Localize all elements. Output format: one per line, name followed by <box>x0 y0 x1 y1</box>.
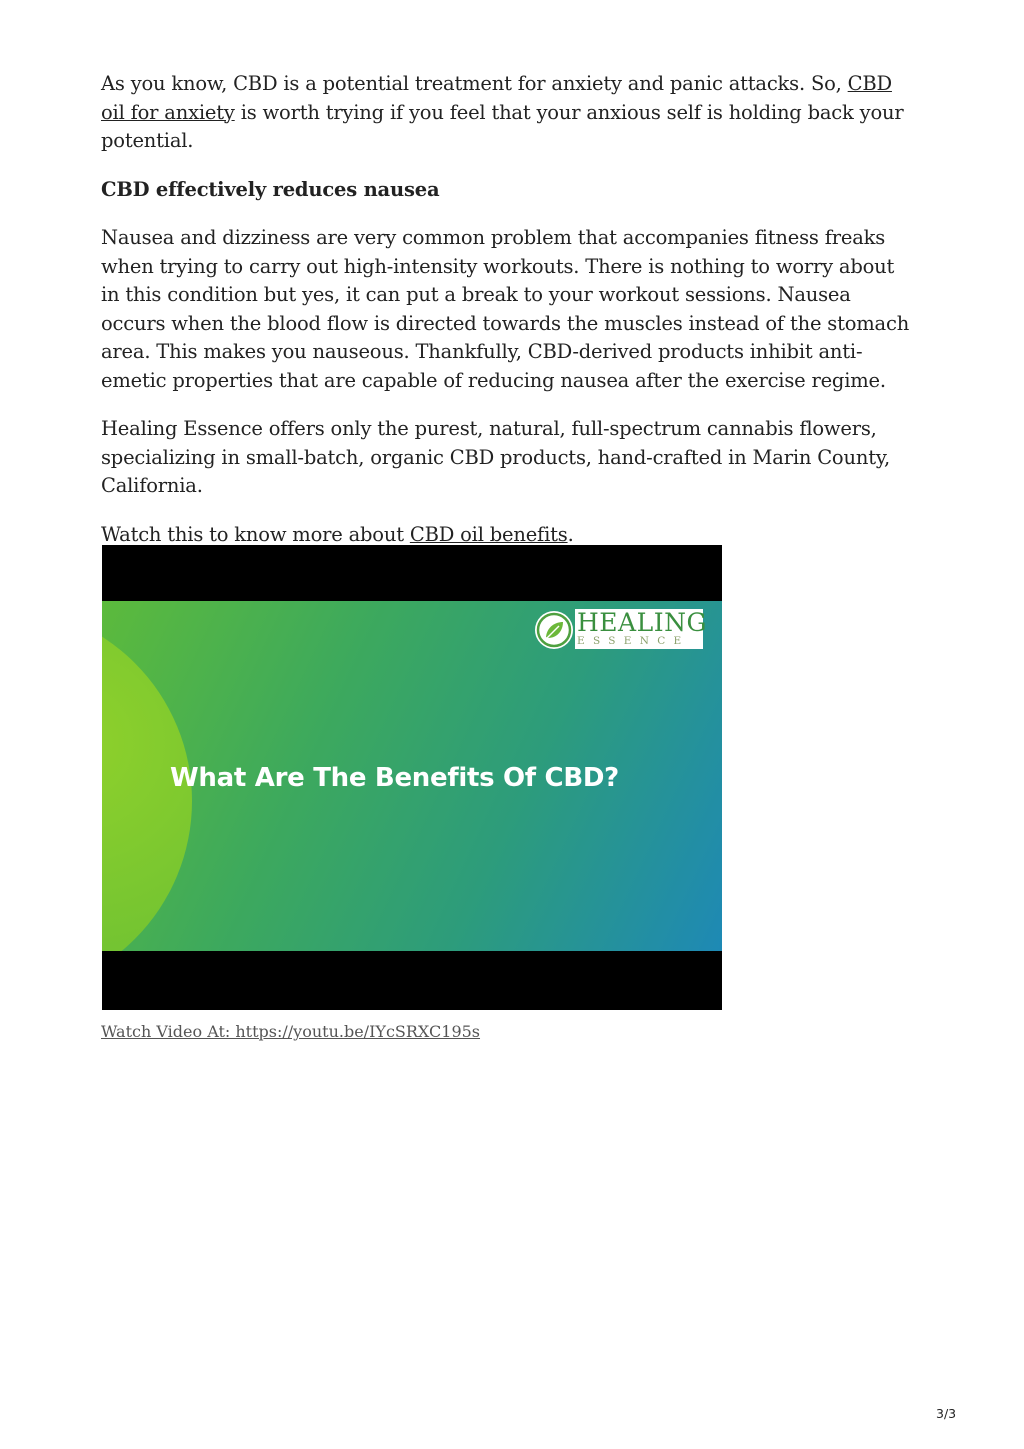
paragraph-nausea: Nausea and dizziness are very common problem that accompanies fitness freaks when trying to carry out high-intensity workouts. There is nothing to worry about in this condition but yes, it can put a break to your workout sessions. Nausea occurs when the blood flow is directed towards the muscles instead of the stomach area. This makes you nauseous. Thankfully, CBD-derived products inhibit anti-emetic properties that are capable of reducing nausea after the exercise regime. <box>101 226 910 392</box>
page-number: 3/3 <box>936 1406 957 1421</box>
paragraph-anxiety <box>101 70 911 156</box>
paragraph-text: Watch this to know more about <box>101 522 410 546</box>
logo-wordmark <box>575 608 707 649</box>
healing-essence-logo <box>535 608 707 653</box>
logo-main-text: HEALING <box>577 608 707 637</box>
video-thumbnail[interactable] <box>102 545 722 1010</box>
cbd-oil-anxiety-link[interactable]: CBD oil for anxiety <box>101 72 892 124</box>
video-caption <box>101 1022 480 1041</box>
cbd-oil-benefits-link[interactable]: CBD oil benefits <box>409 522 568 546</box>
article-body <box>101 70 911 569</box>
section-heading: CBD effectively reduces nausea <box>101 177 440 201</box>
paragraph-text: As you know, CBD is a potential treatment for anxiety and panic attacks. So, <box>101 72 848 95</box>
logo-sub-text: ESSENCE <box>577 635 690 647</box>
paragraph-text: is worth trying if you feel that your anxious self is holding back your potential. <box>101 100 904 152</box>
video-frame <box>102 601 722 951</box>
video-url-link[interactable]: Watch Video At: https://youtu.be/IYcSRXC195s <box>101 1022 481 1041</box>
video-title: What Are The Benefits Of CBD? <box>170 763 619 793</box>
paragraph-text: . <box>567 522 574 546</box>
leaf-icon <box>535 611 573 649</box>
paragraph-healing-essence: Healing Essence offers only the purest, natural, full-spectrum cannabis flowers, specializing in small-batch, organic CBD products, hand-crafted in Marin County, California. <box>101 417 891 497</box>
